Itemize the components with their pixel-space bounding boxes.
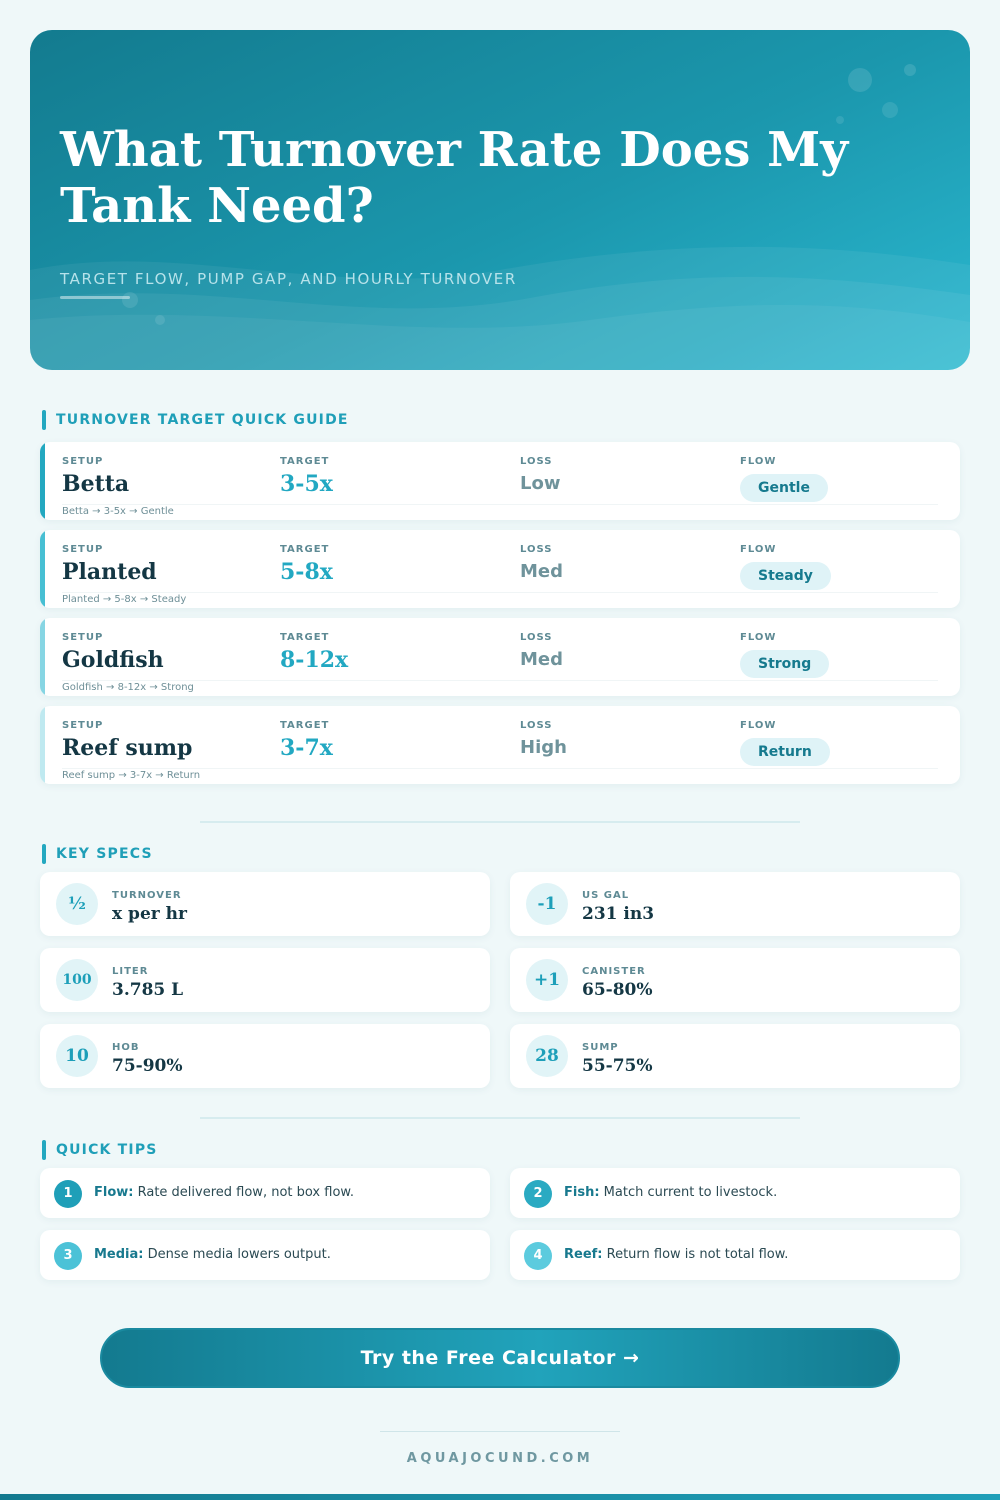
spec-value: 231 in3 (582, 904, 655, 924)
tip-number-badge: 4 (524, 1242, 552, 1270)
spec-value: 55-75% (582, 1056, 653, 1076)
guide-section-header (42, 410, 349, 430)
spec-label: US GAL (582, 890, 630, 901)
target-label: TARGET (280, 456, 330, 467)
setup-label: SETUP (62, 456, 104, 467)
setup-value-wrap (62, 647, 164, 673)
row-accent-bar (40, 618, 45, 696)
tip-card (510, 1168, 960, 1218)
target-value: 3-5x (280, 471, 333, 497)
target-cell (280, 720, 333, 761)
specs-section-header (42, 844, 153, 864)
target-label: TARGET (280, 720, 330, 731)
setup-cell (62, 720, 192, 761)
flow-badge: Gentle (740, 474, 828, 502)
guide-row (40, 618, 960, 696)
row-accent-bar (40, 530, 45, 608)
spec-value: x per hr (112, 904, 187, 924)
section-marker (42, 410, 46, 430)
flow-badge: Steady (740, 562, 831, 590)
spec-badge: 10 (56, 1035, 98, 1077)
guide-heading: TURNOVER TARGET QUICK GUIDE (56, 412, 349, 428)
target-value: 8-12x (280, 647, 349, 673)
target-value: 3-7x (280, 735, 333, 761)
guide-row (40, 530, 960, 608)
specs-heading: KEY SPECS (56, 846, 153, 862)
spec-value: 3.785 L (112, 980, 184, 1000)
row-separator (62, 768, 938, 769)
target-value-wrap (280, 471, 333, 497)
tip-text (94, 1185, 354, 1200)
tip-text (564, 1247, 788, 1262)
spec-value: 75-90% (112, 1056, 183, 1076)
title-underline (60, 296, 130, 299)
row-accent-bar (40, 706, 45, 784)
flow-badge: Strong (740, 650, 829, 678)
section-divider (200, 1117, 800, 1119)
page-subtitle: TARGET FLOW, PUMP GAP, AND HOURLY TURNOVER (60, 270, 517, 288)
spec-badge: +1 (526, 959, 568, 1001)
row-summary: Goldfish → 8-12x → Strong (62, 682, 194, 693)
guide-row (40, 442, 960, 520)
page-title: What Turnover Rate Does My Tank Need? (60, 122, 849, 234)
tip-body: Return flow is not total flow. (602, 1247, 789, 1262)
spec-label: LITER (112, 966, 149, 977)
tip-number-badge: 2 (524, 1180, 552, 1208)
footer-site-link[interactable]: AQUAJOCUND.COM (406, 1451, 594, 1466)
setup-value-wrap (62, 471, 129, 497)
target-label: TARGET (280, 544, 330, 555)
setup-value: Planted (62, 559, 157, 585)
tip-body: Match current to livestock. (599, 1185, 778, 1200)
target-cell (280, 632, 348, 673)
row-summary: Reef sump → 3-7x → Return (62, 770, 201, 781)
loss-cell (520, 544, 563, 582)
tip-keyword: Media: (94, 1247, 144, 1262)
tip-keyword: Flow: (94, 1185, 134, 1200)
setup-value-wrap (62, 559, 157, 585)
section-divider (200, 821, 800, 823)
tip-text (94, 1247, 331, 1262)
spec-card (40, 872, 490, 936)
loss-label: LOSS (520, 632, 553, 643)
flow-cell (740, 544, 831, 590)
spec-label: CANISTER (582, 966, 646, 977)
spec-label: SUMP (582, 1042, 619, 1053)
flow-badge: Return (740, 738, 830, 766)
row-summary: Betta → 3-5x → Gentle (62, 506, 174, 517)
tip-card (510, 1230, 960, 1280)
flow-cell (740, 632, 829, 678)
tip-card (40, 1168, 490, 1218)
setup-cell (62, 632, 164, 673)
footer-divider (380, 1431, 620, 1432)
tip-keyword: Reef: (564, 1247, 603, 1262)
setup-value: Reef sump (62, 735, 193, 761)
setup-value: Betta (62, 471, 130, 497)
setup-value-wrap (62, 735, 192, 761)
spec-badge: -1 (526, 883, 568, 925)
flow-cell (740, 456, 828, 502)
tip-body: Dense media lowers output. (143, 1247, 331, 1262)
target-value-wrap (280, 559, 333, 585)
loss-value: Low (520, 473, 561, 494)
guide-row (40, 706, 960, 784)
loss-value: Med (520, 649, 564, 670)
spec-badge: ½ (56, 883, 98, 925)
setup-label: SETUP (62, 544, 104, 555)
target-value: 5-8x (280, 559, 333, 585)
calculator-cta-button[interactable]: Try the Free Calculator → (100, 1328, 900, 1388)
tip-keyword: Fish: (564, 1185, 600, 1200)
loss-value-wrap (520, 473, 560, 494)
spec-card (510, 872, 960, 936)
setup-cell (62, 544, 157, 585)
flow-value-wrap (740, 646, 829, 678)
flow-label: FLOW (740, 632, 777, 643)
target-value-wrap (280, 647, 348, 673)
loss-label: LOSS (520, 544, 553, 555)
loss-label: LOSS (520, 720, 553, 731)
hero-banner (30, 30, 970, 370)
setup-label: SETUP (62, 720, 104, 731)
tip-number-badge: 3 (54, 1242, 82, 1270)
row-accent-bar (40, 442, 45, 520)
flow-value-wrap (740, 734, 830, 766)
loss-cell (520, 720, 567, 758)
tip-number-badge: 1 (54, 1180, 82, 1208)
section-marker (42, 1140, 46, 1160)
loss-value-wrap (520, 649, 563, 670)
spec-card (510, 1024, 960, 1088)
spec-badge: 100 (56, 959, 98, 1001)
tip-text (564, 1185, 777, 1200)
tips-section-header (42, 1140, 158, 1160)
row-separator (62, 592, 938, 593)
row-separator (62, 680, 938, 681)
flow-label: FLOW (740, 544, 777, 555)
flow-value-wrap (740, 558, 831, 590)
loss-value-wrap (520, 737, 567, 758)
target-label: TARGET (280, 632, 330, 643)
flow-value-wrap (740, 470, 828, 502)
spec-label: TURNOVER (112, 890, 182, 901)
flow-cell (740, 720, 830, 766)
tip-card (40, 1230, 490, 1280)
loss-value-wrap (520, 561, 563, 582)
setup-label: SETUP (62, 632, 104, 643)
spec-label: HOB (112, 1042, 140, 1053)
spec-card (510, 948, 960, 1012)
loss-value: Med (520, 561, 564, 582)
target-cell (280, 544, 333, 585)
bottom-accent-bar (0, 1494, 1000, 1500)
loss-value: High (520, 737, 567, 758)
row-separator (62, 504, 938, 505)
loss-label: LOSS (520, 456, 553, 467)
flow-label: FLOW (740, 720, 777, 731)
section-marker (42, 844, 46, 864)
spec-badge: 28 (526, 1035, 568, 1077)
tips-heading: QUICK TIPS (56, 1142, 158, 1158)
setup-value: Goldfish (62, 647, 164, 673)
spec-card (40, 948, 490, 1012)
loss-cell (520, 456, 560, 494)
loss-cell (520, 632, 563, 670)
flow-label: FLOW (740, 456, 777, 467)
setup-cell (62, 456, 129, 497)
spec-card (40, 1024, 490, 1088)
target-value-wrap (280, 735, 333, 761)
target-cell (280, 456, 333, 497)
row-summary: Planted → 5-8x → Steady (62, 594, 187, 605)
tip-body: Rate delivered flow, not box flow. (133, 1185, 354, 1200)
spec-value: 65-80% (582, 980, 653, 1000)
